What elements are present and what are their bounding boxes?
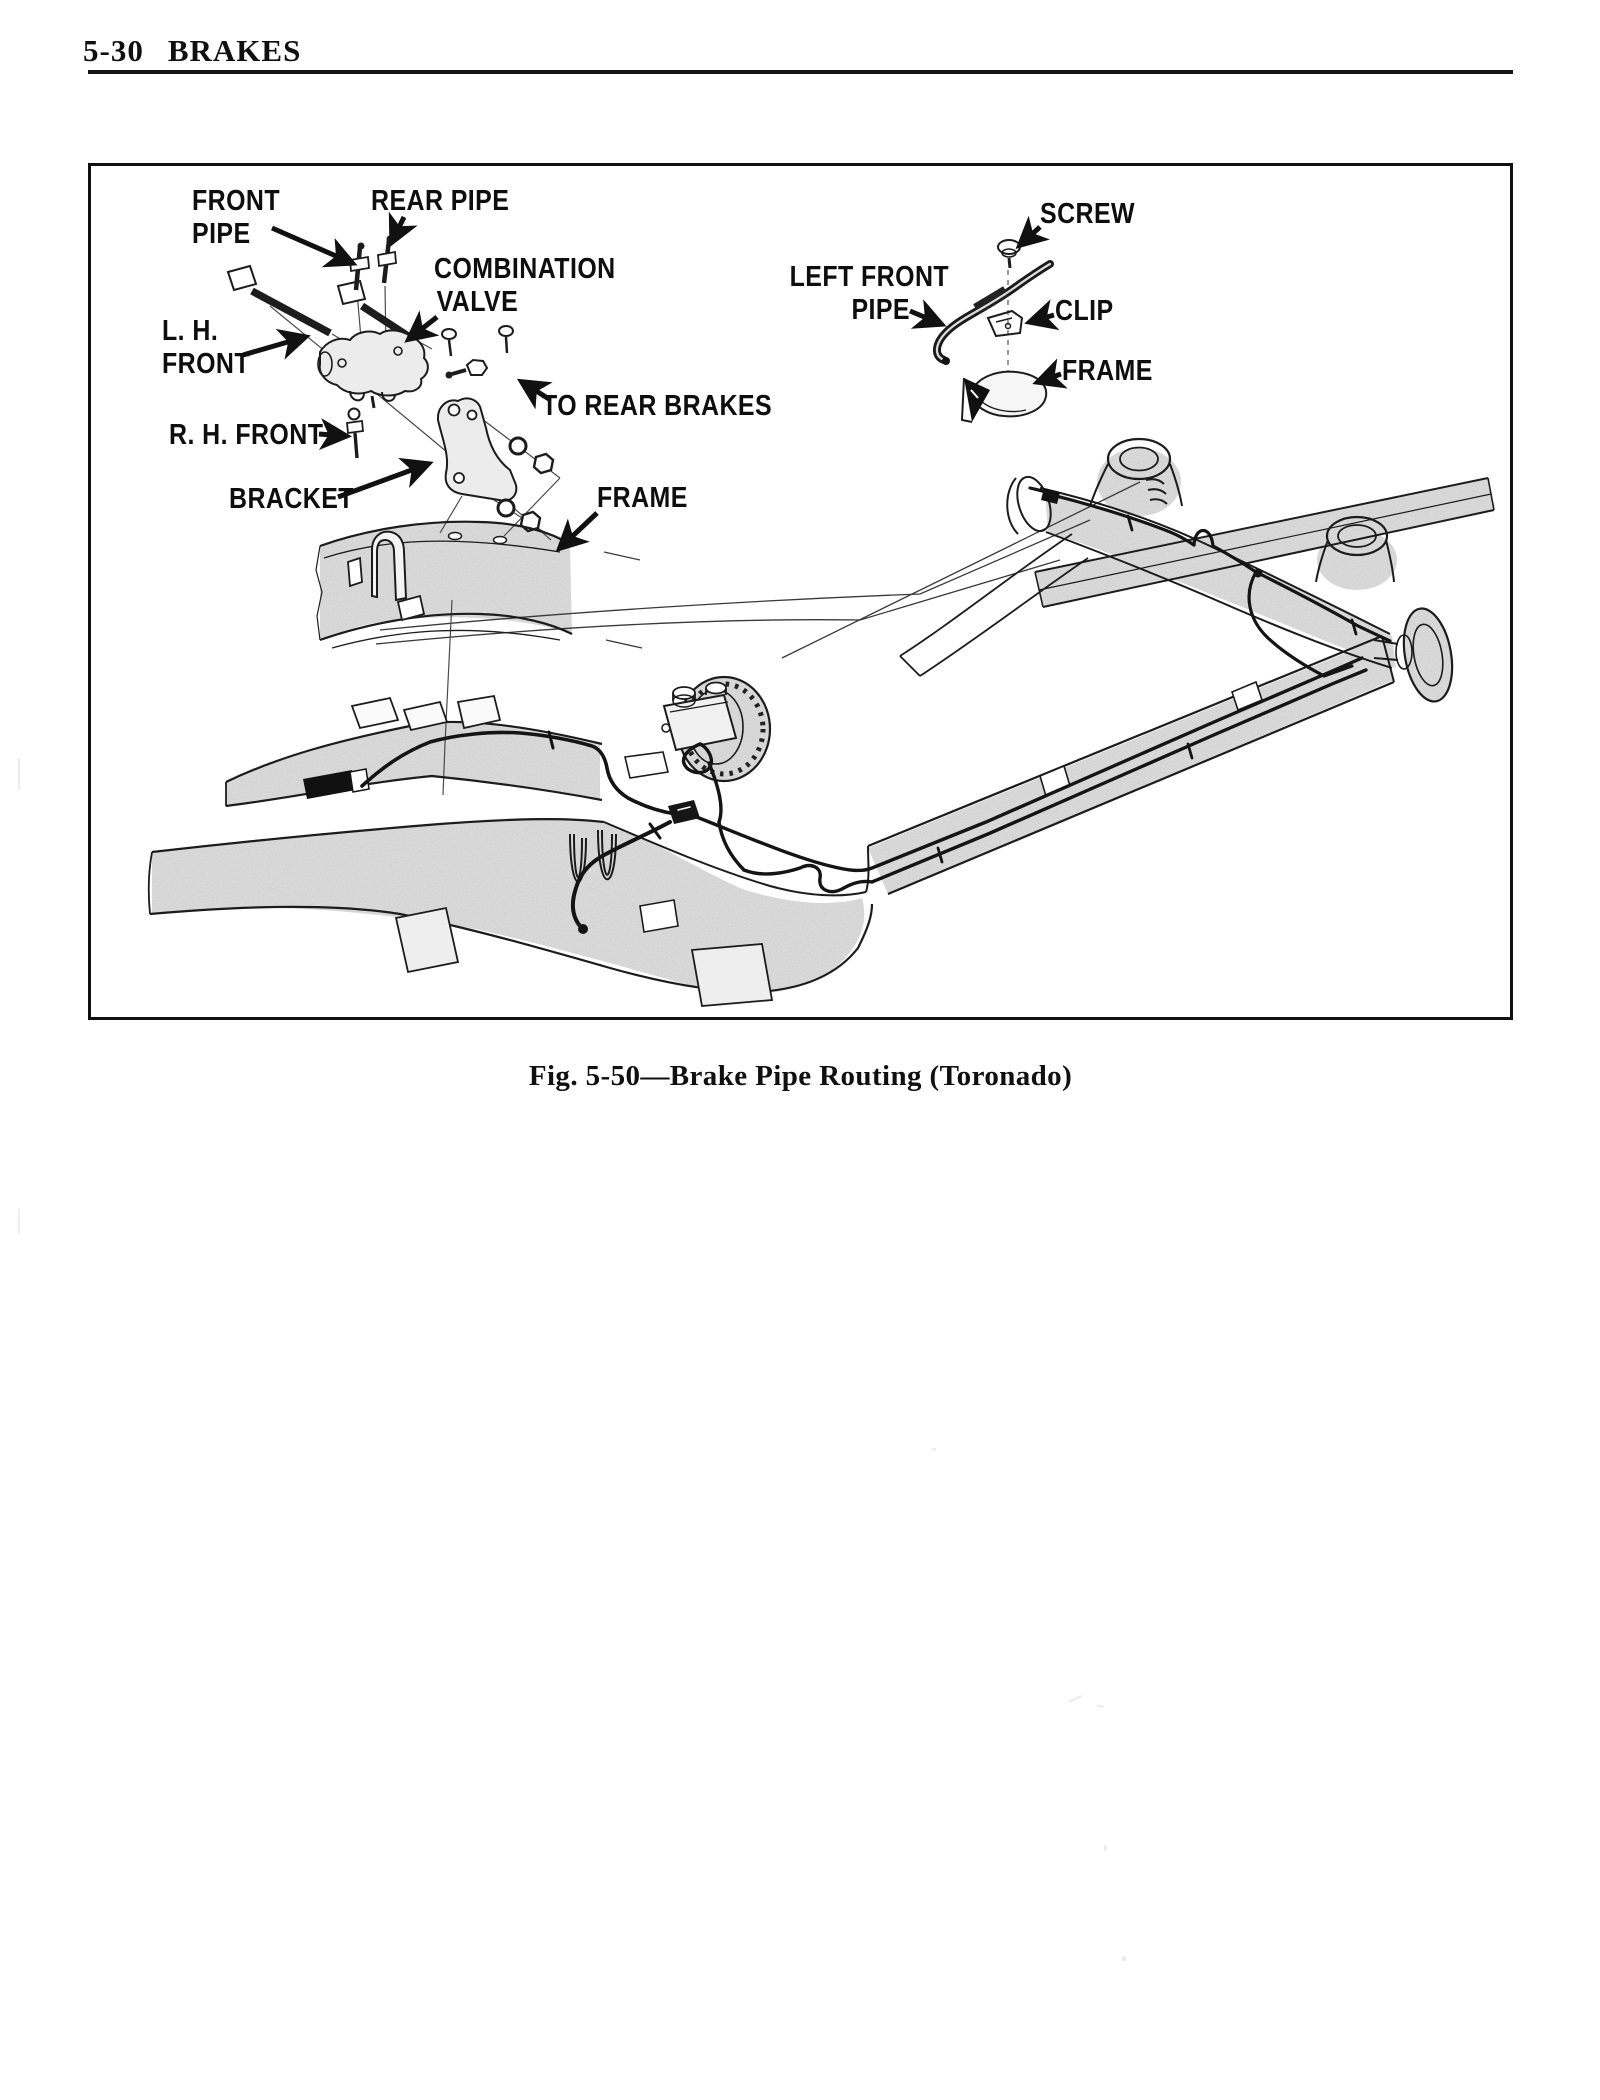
label-to-rear-brakes: TO REAR BRAKES (542, 390, 773, 422)
rh-front-stud (347, 409, 363, 459)
scan-speck (932, 1448, 936, 1451)
label-left-front-pipe: LEFT FRONT PIPE (789, 261, 950, 326)
label-front-pipe: FRONT PIPE (192, 185, 281, 250)
scan-speck (18, 758, 20, 790)
scan-speck (1096, 1704, 1104, 1707)
label-frame-right: FRAME (1062, 355, 1153, 387)
label-clip: CLIP (1055, 295, 1114, 327)
clip-drawing (988, 311, 1022, 336)
page-header (83, 33, 301, 69)
label-screw: SCREW (1040, 198, 1135, 230)
header-rule (88, 70, 1513, 74)
frame-bracket-drawing (962, 372, 1046, 422)
label-bracket: BRACKET (229, 483, 354, 515)
scan-speck (18, 1208, 20, 1234)
label-rh-front: R. H. FRONT (169, 419, 324, 451)
section-number: 5-30 (83, 33, 144, 68)
scan-speck (1104, 1845, 1107, 1851)
label-combination-valve: COMBINATION VALVE (434, 253, 616, 318)
screw-drawing (998, 240, 1020, 268)
label-rear-pipe: REAR PIPE (371, 185, 510, 217)
section-title: BRAKES (167, 33, 302, 68)
scan-speck (1068, 1695, 1082, 1703)
figure-caption: Fig. 5-50—Brake Pipe Routing (Toronado) (528, 1060, 1073, 1092)
shading-blobs (152, 448, 1494, 995)
rear-brake-switch (446, 360, 488, 379)
rear-pipe-fitting (378, 236, 396, 284)
label-frame-left: FRAME (597, 482, 688, 514)
scan-speck (1122, 1956, 1126, 1961)
label-lh-front: L. H. FRONT (162, 315, 251, 380)
left-front-pipe-exploded-view (937, 240, 1050, 422)
left-front-pipe-drawing (937, 264, 1050, 365)
